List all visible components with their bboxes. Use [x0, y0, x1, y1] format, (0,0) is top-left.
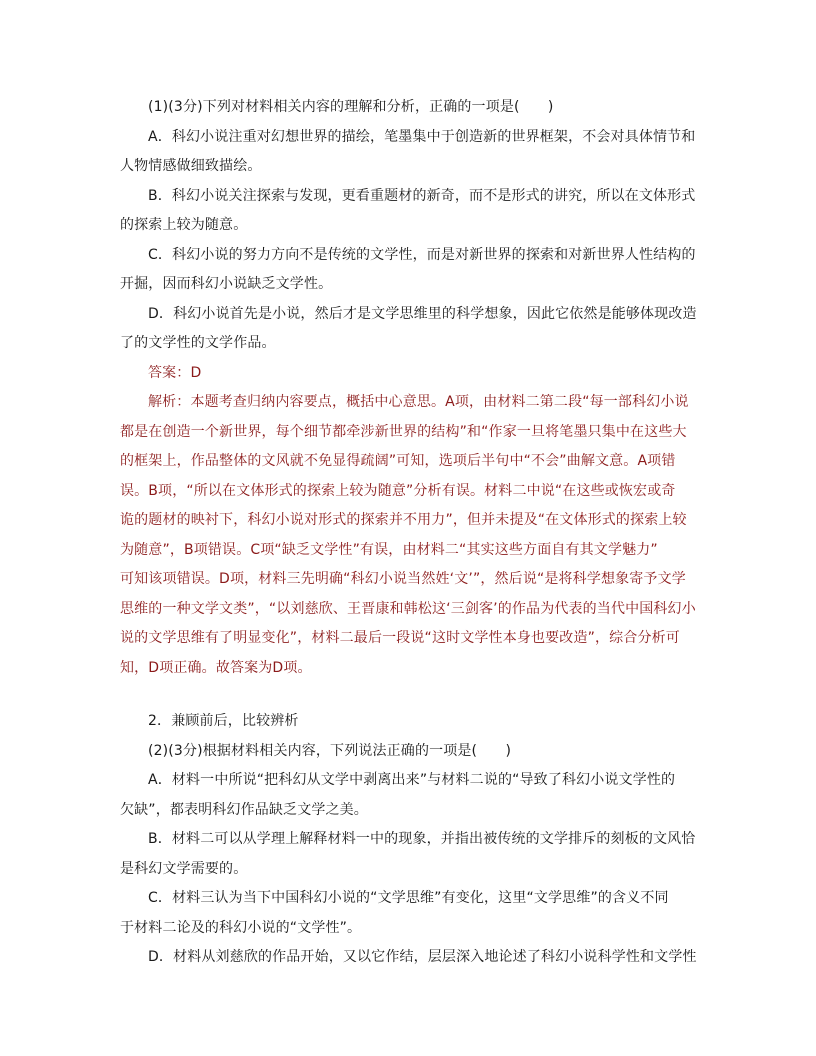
- question-1-option-a: [120, 123, 698, 182]
- option-line: A．科幻小说注重对幻想世界的描绘，笔墨集中于创造新的世界框架，不会对具体情节和: [148, 128, 696, 145]
- option-line: C．科幻小说的努力方向不是传统的文学性，而是对新世界的探索和对新世界人性结构的: [148, 246, 696, 263]
- option-line: B．材料二可以从学理上解释材料一中的现象，并指出被传统的文学排斥的刻板的文风恰: [148, 831, 696, 847]
- analysis-line: 解析：本题考查归纳内容要点，概括中心意思。A项，由材料二第二段“每一部科幻小说: [148, 394, 689, 410]
- option-line: C．材料三认为当下中国科幻小说的“文学思维”有变化，这里“文学思维”的含义不同: [148, 890, 669, 906]
- question-2-option-d: [120, 943, 698, 973]
- analysis-line: 都是在创造一个新世界，每个细节都牵涉新世界的结构”和“作家一旦将笔墨只集中在这些大: [120, 423, 687, 440]
- analysis-line: 思维的一种文学文类”，“以刘慈欣、王晋康和韩松这‘三剑客’的作品为代表的当代中国科幻小: [120, 600, 696, 617]
- option-line: 欠缺”，都表明科幻作品缺乏文学之美。: [120, 801, 368, 818]
- question-1-option-b: [120, 182, 698, 241]
- option-line: D．科幻小说首先是小说，然后才是文学思维里的科学想象，因此它依然是能够体现改造: [148, 305, 697, 322]
- option-line: 是科幻文学需要的。: [120, 860, 248, 877]
- question-2-option-a: [120, 766, 698, 825]
- analysis-line: 知，D项正确。故答案为D项。: [120, 659, 312, 676]
- analysis-line: 误。B项，“所以在文体形式的探索上较为随意”分析有误。材料二中说“在这些或恢宏或奇: [120, 482, 676, 499]
- analysis-block: [120, 388, 698, 683]
- question-2-stem: (2)(3分)根据材料相关内容，下列说法正确的一项是( ): [148, 742, 512, 759]
- option-line: A．材料一中所说“把科幻从文学中剥离出来”与材料二说的“导致了科幻小说文学性的: [148, 772, 676, 788]
- option-line: B．科幻小说关注探索与发现，更看重题材的新奇，而不是形式的讲究，所以在文体形式: [148, 187, 696, 204]
- option-line: 开掘，因而科幻小说缺乏文学性。: [120, 276, 333, 292]
- section-spacer: [120, 683, 698, 707]
- analysis-line: 诡的题材的映衬下，科幻小说对形式的探索并不用力”，但并未提及“在文体形式的探索上较: [120, 512, 687, 528]
- page-content: [120, 93, 698, 973]
- question-2-option-c: [120, 884, 698, 943]
- question-1-option-c: [120, 241, 698, 300]
- question-1-option-d: [120, 300, 698, 359]
- answer-line: 答案：D: [148, 364, 202, 381]
- option-line: 了的文学性的文学作品。: [120, 335, 276, 351]
- analysis-line: 为随意”，B项错误。C项“缺乏文学性”有误，由材料二“其实这些方面自有其文学魅力”: [120, 541, 658, 558]
- option-line: 人物情感做细致描绘。: [120, 158, 262, 174]
- analysis-line: 说的文学思维有了明显变化”，材料二最后一段说“这时文学性本身也要改造”，综合分析可: [120, 630, 680, 646]
- option-line: 于材料二论及的科幻小说的“文学性”。: [120, 919, 362, 936]
- analysis-line: 的框架上，作品整体的文风就不免显得疏阔”可知，选项后半句中“不会”曲解文意。A项错: [120, 453, 676, 469]
- question-1-stem: (1)(3分)下列对材料相关内容的理解和分析，正确的一项是( ): [148, 99, 554, 115]
- option-line: D．材料从刘慈欣的作品开始，又以它作结，层层深入地论述了科幻小说科学性和文学性: [148, 949, 697, 965]
- analysis-line: 可知该项错误。D项，材料三先明确“科幻小说当然姓‘文’”，然后说“是将科学想象寄予文学: [120, 571, 686, 587]
- option-line: 的探索上较为随意。: [120, 217, 248, 233]
- question-2-option-b: [120, 825, 698, 884]
- section-2-heading: 2．兼顾前后，比较辨析: [148, 713, 299, 729]
